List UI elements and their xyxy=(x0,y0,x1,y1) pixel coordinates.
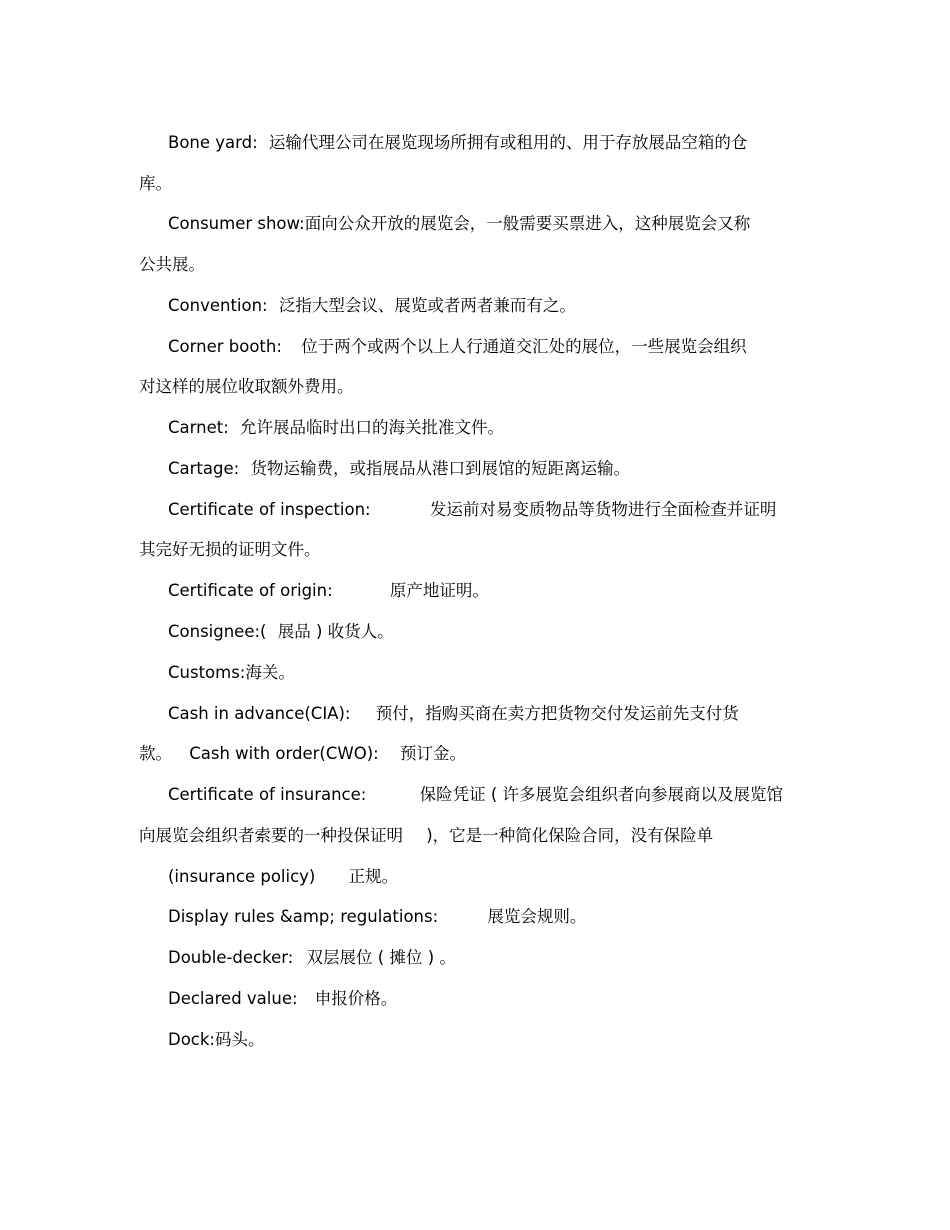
entry-definition: 货物运输费，或指展品从港口到展馆的短距离运输。 xyxy=(250,459,630,478)
glossary-entry xyxy=(168,295,576,317)
entry-continuation xyxy=(139,539,321,561)
glossary-entry xyxy=(168,947,456,969)
entry-term: Dock: xyxy=(168,1030,215,1049)
entry-term: Bone yard: xyxy=(168,133,258,152)
entry-definition: 面向公众开放的展览会，一般需要买票进入，这种展览会又称 xyxy=(304,214,751,233)
glossary-entry xyxy=(168,1029,265,1051)
entry-continuation xyxy=(168,866,398,888)
entry-continuation-text: 其完好无损的证明文件。 xyxy=(139,540,321,559)
entry-term: Cash in advance(CIA): xyxy=(168,704,351,723)
entry-term: Cash with order(CWO): xyxy=(189,744,379,763)
entry-continuation-text: 向展览会组织者索要的一种投保证明 xyxy=(139,826,403,845)
entry-continuation-text: 款。 xyxy=(139,744,172,763)
entry-definition: 发运前对易变质物品等货物进行全面检查并证明 xyxy=(429,500,777,519)
glossary-entry xyxy=(168,499,776,521)
glossary-entry xyxy=(168,417,504,439)
glossary-entry xyxy=(168,458,630,480)
entry-definition: 申报价格。 xyxy=(314,989,398,1008)
entry-term: Cartage: xyxy=(168,459,240,478)
glossary-entry xyxy=(168,784,783,806)
glossary-entry xyxy=(168,580,489,602)
entry-continuation-text: 公共展。 xyxy=(139,255,205,274)
entry-definition: 保险凭证 ( 许多展览会组织者向参展商以及展览馆 xyxy=(419,785,784,804)
entry-term: Certificate of inspection: xyxy=(168,500,371,519)
entry-continuation-text: (insurance policy) xyxy=(168,867,316,886)
glossary-entry xyxy=(168,703,739,725)
entry-definition: 码头。 xyxy=(215,1030,265,1049)
glossary-entry xyxy=(168,336,747,358)
entry-continuation-text: 库。 xyxy=(139,174,172,193)
entry-continuation-text: 对这样的展位收取额外费用。 xyxy=(139,377,354,396)
entry-definition: 允许展品临时出口的海关批准文件。 xyxy=(240,418,505,437)
entry-definition: 运输代理公司在展览现场所拥有或租用的、用于存放展品空箱的仓 xyxy=(268,133,748,152)
entry-definition: 位于两个或两个以上人行通道交汇处的展位，一些展览会组织 xyxy=(301,337,747,356)
entry-term: Customs: xyxy=(168,663,246,682)
entry-continuation xyxy=(139,254,205,276)
entry-definition: 原产地证明。 xyxy=(389,581,489,600)
entry-term: Declared value: xyxy=(168,989,298,1008)
glossary-entry xyxy=(168,621,394,643)
glossary-entry xyxy=(168,906,586,928)
entry-term: Convention: xyxy=(168,296,268,315)
entry-continuation xyxy=(139,376,354,398)
entry-continuation xyxy=(139,743,466,765)
glossary-entry xyxy=(168,213,750,235)
entry-term: Consumer show: xyxy=(168,214,305,233)
entry-term: Corner booth: xyxy=(168,337,282,356)
glossary-entry xyxy=(168,988,397,1010)
entry-continuation xyxy=(139,825,713,847)
entry-term: Double-decker: xyxy=(168,948,294,967)
entry-definition: 泛指大型会议、展览或者两者兼而有之。 xyxy=(278,296,576,315)
entry-continuation-text: )，它是一种简化保险合同，没有保险单 xyxy=(426,826,714,845)
entry-term: Carnet: xyxy=(168,418,229,437)
entry-definition: 海关。 xyxy=(245,663,295,682)
entry-definition: 展览会规则。 xyxy=(487,907,587,926)
entry-definition: 预付，指购买商在卖方把货物交付发运前先支付货 xyxy=(375,704,739,723)
glossary-entry xyxy=(168,662,295,684)
entry-definition: 展品 ) 收货人。 xyxy=(277,622,394,641)
entry-definition: 双层展位 ( 摊位 ) 。 xyxy=(306,948,456,967)
entry-term: Consignee:( xyxy=(168,622,267,641)
glossary-entry xyxy=(168,132,747,154)
entry-term: Certificate of origin: xyxy=(168,581,333,600)
entry-continuation-text: 正规。 xyxy=(348,867,399,886)
entry-term: Certificate of insurance: xyxy=(168,785,367,804)
entry-continuation xyxy=(139,173,172,195)
entry-definition: 预订金。 xyxy=(399,744,466,763)
entry-term: Display rules &amp; regulations: xyxy=(168,907,439,926)
